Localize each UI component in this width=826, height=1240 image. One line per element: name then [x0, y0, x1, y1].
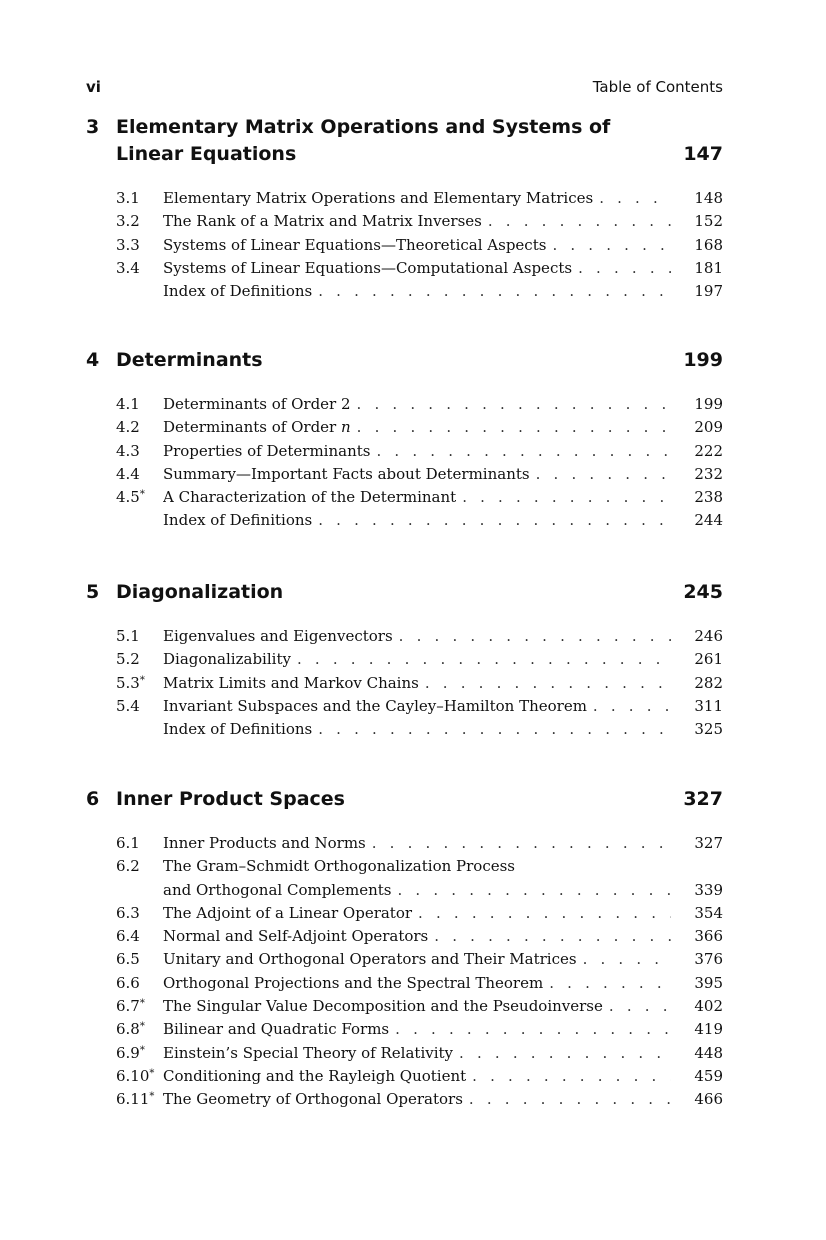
section-number: 6.11*	[116, 1090, 155, 1109]
optional-section-marker: *	[149, 1067, 155, 1079]
chapter-heading[interactable]	[86, 786, 723, 813]
leader-dots	[599, 187, 671, 210]
section-title: Systems of Linear Equations—Computational Aspects	[163, 258, 573, 277]
entry-line	[163, 486, 671, 509]
entry-line	[163, 972, 671, 995]
toc-entry[interactable]	[86, 925, 723, 948]
toc-entry[interactable]	[86, 486, 723, 509]
section-page-number: 168	[694, 235, 723, 254]
running-head	[86, 76, 723, 98]
section-number: 3.3	[116, 235, 140, 254]
section-number: 6.7*	[116, 997, 145, 1016]
toc-entry[interactable]	[86, 995, 723, 1018]
section-number: 6.9*	[116, 1043, 145, 1062]
chapter-3	[86, 114, 723, 303]
leader-dots	[609, 995, 671, 1018]
leader-dots	[357, 393, 671, 416]
entry-line	[163, 672, 671, 695]
entry-line	[163, 879, 671, 902]
entry-line	[163, 902, 671, 925]
chapter-title: Diagonalization	[116, 581, 284, 603]
section-number: 3.1	[116, 189, 140, 207]
toc-entry[interactable]	[86, 1042, 723, 1065]
section-title: Determinants of Order 2	[163, 395, 351, 413]
leader-dots	[318, 718, 671, 741]
leader-dots	[372, 832, 671, 855]
entry-line	[163, 1042, 671, 1065]
section-number: 6.10*	[116, 1066, 155, 1085]
leader-dots	[472, 1065, 671, 1088]
toc-entry[interactable]	[86, 948, 723, 971]
section-title: Elementary Matrix Operations and Elementary Matrices	[163, 189, 594, 207]
optional-section-marker: *	[149, 1091, 155, 1103]
entry-line	[163, 280, 671, 303]
entry-line	[163, 832, 671, 855]
entry-line	[163, 416, 671, 439]
entry-line	[163, 718, 671, 741]
section-title: The Gram–Schmidt Orthogonalization Process	[163, 857, 516, 876]
entry-line	[163, 1088, 671, 1111]
section-title: The Adjoint of a Linear Operator	[163, 903, 413, 922]
section-number: 4.1	[116, 395, 140, 413]
section-title: Determinants of Order n	[163, 418, 351, 437]
entry-line	[163, 648, 671, 671]
section-number: 3.2	[116, 212, 140, 231]
section-title: Matrix Limits and Markov Chains	[163, 673, 419, 692]
section-title: Systems of Linear Equations—Theoretical Aspects	[163, 235, 547, 254]
chapter-4	[86, 347, 723, 533]
section-title: Eigenvalues and Eigenvectors	[163, 627, 393, 645]
entry-line	[163, 210, 671, 233]
section-number: 6.1	[116, 834, 140, 852]
section-number: 4.3	[116, 441, 140, 460]
running-title: Table of Contents	[592, 78, 723, 96]
entry-line	[163, 393, 671, 416]
chapter-heading[interactable]	[86, 114, 723, 168]
section-page-number: 459	[694, 1066, 723, 1085]
section-title: Inner Products and Norms	[163, 834, 366, 852]
toc-entry[interactable]	[86, 855, 723, 878]
section-title: Index of Definitions	[163, 720, 313, 739]
toc-entry[interactable]	[86, 648, 723, 671]
section-page-number: 199	[694, 395, 723, 413]
section-title: and Orthogonal Complements	[163, 880, 392, 899]
chapter-page-number: 199	[683, 349, 723, 371]
toc-entry[interactable]	[86, 393, 723, 416]
section-page-number: 261	[694, 650, 723, 669]
entry-line	[163, 695, 671, 718]
section-page-number: 339	[694, 880, 723, 899]
section-title: A Characterization of the Determinant	[163, 488, 457, 507]
entry-line	[163, 925, 671, 948]
leader-dots	[549, 972, 671, 995]
entry-line	[163, 463, 671, 486]
section-page-number: 197	[694, 282, 723, 301]
toc-entry[interactable]	[86, 509, 723, 532]
leader-dots	[399, 625, 671, 648]
chapter-title: Determinants	[116, 349, 263, 371]
math-variable: n	[341, 418, 351, 437]
section-page-number: 181	[694, 258, 723, 277]
entry-line	[163, 187, 671, 210]
section-list	[86, 625, 723, 741]
leader-dots	[434, 925, 671, 948]
section-title: Bilinear and Quadratic Forms	[163, 1020, 390, 1039]
section-list	[86, 187, 723, 303]
section-page-number: 238	[694, 488, 723, 507]
section-number: 4.2	[116, 418, 140, 437]
toc-entry[interactable]	[86, 234, 723, 257]
optional-section-marker: *	[139, 998, 145, 1010]
toc-entry[interactable]	[86, 972, 723, 995]
toc-entry[interactable]	[86, 672, 723, 695]
toc-entry[interactable]	[86, 1088, 723, 1111]
section-page-number: 209	[694, 418, 723, 437]
leader-dots	[488, 210, 671, 233]
section-page-number: 222	[694, 441, 723, 460]
toc-entry[interactable]	[86, 416, 723, 439]
section-number: 6.6	[116, 973, 140, 992]
section-page-number: 395	[694, 973, 723, 992]
section-page-number: 327	[694, 834, 723, 852]
section-number: 6.5	[116, 950, 140, 969]
section-page-number: 325	[694, 720, 723, 739]
section-title: Properties of Determinants	[163, 441, 371, 460]
section-number: 5.2	[116, 650, 140, 669]
chapter-5	[86, 579, 723, 741]
toc-entry[interactable]	[86, 832, 723, 855]
section-page-number: 448	[694, 1043, 723, 1062]
section-number: 4.4	[116, 464, 140, 483]
leader-dots	[425, 672, 671, 695]
leader-dots	[395, 1018, 671, 1041]
chapter-page-number: 327	[683, 788, 723, 810]
section-page-number: 311	[694, 696, 723, 715]
section-page-number: 354	[694, 903, 723, 922]
section-number: 6.4	[116, 927, 140, 946]
entry-line	[163, 625, 671, 648]
optional-section-marker: *	[139, 1044, 145, 1056]
page-number: vi	[86, 78, 101, 96]
entry-line	[163, 257, 671, 280]
chapter-page-number: 245	[683, 581, 723, 603]
optional-section-marker: *	[139, 674, 145, 686]
chapter-number: 4	[86, 349, 100, 371]
toc-entry[interactable]	[86, 1065, 723, 1088]
chapter-heading[interactable]	[86, 347, 723, 374]
toc-entry[interactable]	[86, 257, 723, 280]
leader-dots	[469, 1088, 671, 1111]
section-title: The Geometry of Orthogonal Operators	[163, 1090, 463, 1109]
section-page-number: 376	[694, 950, 723, 969]
section-number: 6.2	[116, 857, 140, 876]
section-page-number: 148	[694, 189, 723, 207]
leader-dots	[318, 509, 671, 532]
section-title: The Singular Value Decomposition and the Pseudoinverse	[163, 997, 603, 1016]
section-page-number: 366	[694, 927, 723, 946]
toc-entry[interactable]	[86, 210, 723, 233]
section-title: Orthogonal Projections and the Spectral Theorem	[163, 973, 544, 992]
entry-line	[163, 855, 671, 878]
entry-line	[163, 234, 671, 257]
section-page-number: 466	[694, 1090, 723, 1109]
section-page-number: 419	[694, 1020, 723, 1039]
leader-dots	[357, 416, 671, 439]
leader-dots	[459, 1042, 671, 1065]
optional-section-marker: *	[139, 489, 145, 501]
chapter-title: Inner Product Spaces	[116, 788, 345, 810]
section-number: 6.8*	[116, 1020, 145, 1039]
section-title: Invariant Subspaces and the Cayley–Hamilton Theorem	[163, 696, 587, 715]
chapter-number: 6	[86, 788, 100, 810]
section-list	[86, 832, 723, 1112]
section-title: Einstein’s Special Theory of Relativity	[163, 1043, 454, 1062]
toc-entry[interactable]	[86, 463, 723, 486]
chapter-page-number: 147	[683, 143, 723, 165]
section-title: Index of Definitions	[163, 511, 313, 530]
toc-entry[interactable]	[86, 902, 723, 925]
chapter-heading[interactable]	[86, 579, 723, 606]
leader-dots	[418, 902, 671, 925]
leader-dots	[552, 234, 671, 257]
entry-line	[163, 995, 671, 1018]
section-page-number: 246	[694, 627, 723, 645]
leader-dots	[593, 695, 671, 718]
toc-entry[interactable]	[86, 280, 723, 303]
section-number: 5.3*	[116, 673, 145, 692]
section-number: 5.4	[116, 696, 140, 715]
section-title: Normal and Self-Adjoint Operators	[163, 927, 429, 946]
toc-entry[interactable]	[86, 695, 723, 718]
section-number: 3.4	[116, 258, 140, 277]
section-title: The Rank of a Matrix and Matrix Inverses	[163, 212, 482, 231]
section-title: Diagonalizability	[163, 650, 291, 669]
leader-dots	[397, 879, 671, 902]
optional-section-marker: *	[139, 1021, 145, 1033]
toc-entry[interactable]	[86, 625, 723, 648]
section-title: Index of Definitions	[163, 282, 313, 301]
leader-dots	[536, 463, 671, 486]
chapter-title: Elementary Matrix Operations and Systems of Linear Equations	[116, 116, 611, 165]
section-number: 5.1	[116, 627, 140, 645]
section-number: 4.5*	[116, 488, 145, 507]
toc-entry[interactable]	[86, 440, 723, 463]
entry-line	[163, 1065, 671, 1088]
chapter-number: 3	[86, 116, 100, 138]
section-list	[86, 393, 723, 533]
section-page-number: 232	[694, 464, 723, 483]
section-page-number: 152	[694, 212, 723, 231]
chapter-number: 5	[86, 581, 100, 603]
chapter-6	[86, 786, 723, 1112]
toc-entry[interactable]	[86, 1018, 723, 1041]
section-title: Unitary and Orthogonal Operators and Their Matrices	[163, 950, 577, 969]
entry-line	[163, 440, 671, 463]
leader-dots	[583, 948, 671, 971]
toc-entry[interactable]	[86, 879, 723, 902]
section-number: 6.3	[116, 903, 140, 922]
section-title: Conditioning and the Rayleigh Quotient	[163, 1066, 467, 1085]
leader-dots	[297, 648, 671, 671]
entry-line	[163, 509, 671, 532]
section-page-number: 244	[694, 511, 723, 530]
section-page-number: 282	[694, 673, 723, 692]
section-title: Summary—Important Facts about Determinants	[163, 464, 530, 483]
leader-dots	[462, 486, 671, 509]
toc-entry[interactable]	[86, 718, 723, 741]
entry-line	[163, 948, 671, 971]
leader-dots	[376, 440, 671, 463]
toc-entry[interactable]	[86, 187, 723, 210]
entry-line	[163, 1018, 671, 1041]
section-page-number: 402	[694, 997, 723, 1016]
leader-dots	[318, 280, 671, 303]
leader-dots	[578, 257, 671, 280]
